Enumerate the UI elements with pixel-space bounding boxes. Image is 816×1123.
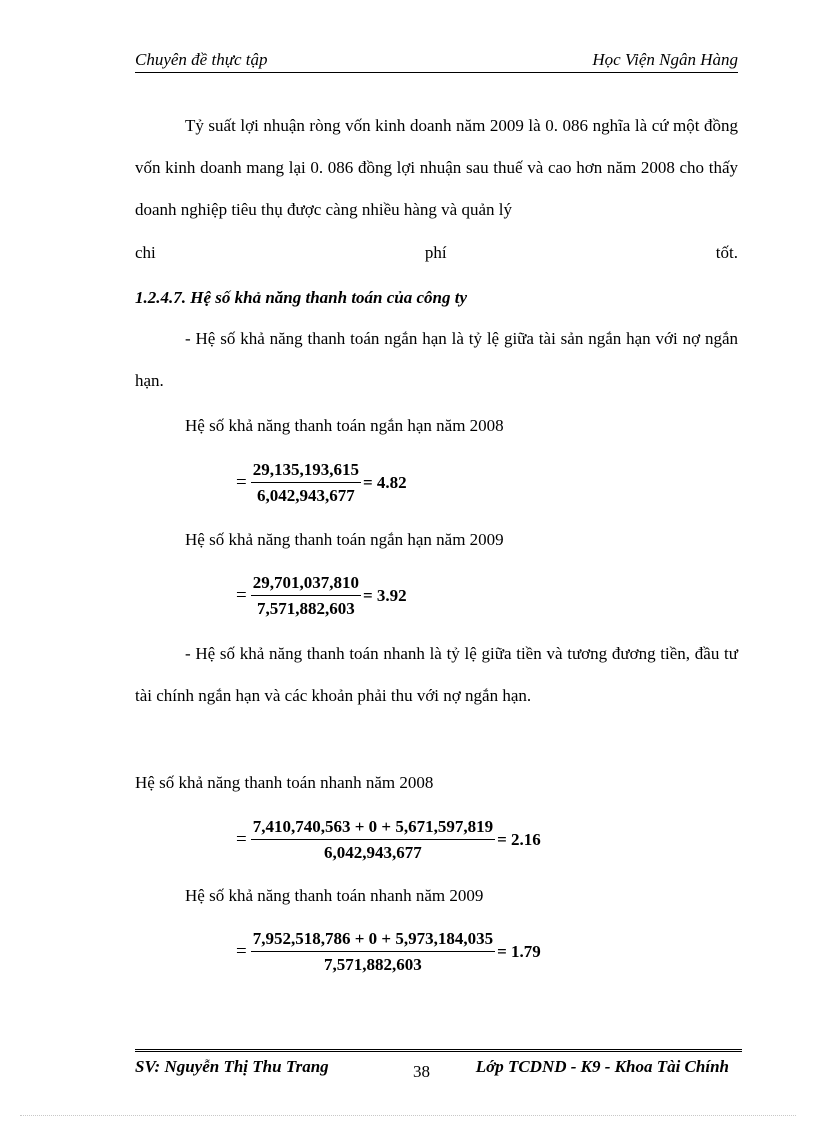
paragraph-current-ratio-definition: - Hệ số khả năng thanh toán ngắn hạn là tỷ lệ giữa tài sản ngắn hạn với nợ ngắn hạn.: [135, 329, 738, 390]
formula-result: = 2.16: [497, 830, 541, 849]
header-left-title: Chuyên đề thực tập: [135, 50, 268, 69]
fraction-numerator: 7,410,740,563 + 0 + 5,671,597,819: [251, 817, 495, 840]
label-quick-ratio-2008: Hệ số khả năng thanh toán nhanh năm 2008: [135, 773, 434, 792]
fraction: [251, 817, 495, 863]
footer-class-name: Lớp TCDND - K9 - Khoa Tài Chính: [475, 1057, 729, 1076]
header-right-title: Học Viện Ngân Hàng: [592, 50, 738, 69]
fraction-denominator: 7,571,882,603: [324, 955, 422, 974]
paragraph-profit-ratio-last-line: [135, 243, 738, 263]
formula-current-ratio-2009: [236, 573, 407, 619]
fraction-denominator: 6,042,943,677: [324, 843, 422, 862]
label-quick-ratio-2009: Hệ số khả năng thanh toán nhanh năm 2009: [185, 886, 484, 905]
formula-result: = 4.82: [362, 473, 407, 492]
formula-quick-ratio-2008: [236, 817, 541, 863]
fraction-numerator: 7,952,518,786 + 0 + 5,973,184,035: [251, 929, 495, 952]
equals-sign: =: [236, 829, 247, 850]
section-heading: 1.2.4.7. Hệ số khả năng thanh toán của công ty: [135, 288, 468, 307]
fraction: [251, 929, 495, 975]
fraction-numerator: 29,701,037,810: [251, 573, 361, 596]
fraction-numerator: 29,135,193,615: [251, 460, 361, 483]
page-bottom-divider: [20, 1115, 796, 1116]
formula-quick-ratio-2009: [236, 929, 541, 975]
formula-result: = 3.92: [362, 586, 407, 605]
page-header: [135, 50, 738, 73]
page-footer: [135, 1049, 742, 1082]
equals-sign: =: [236, 585, 247, 606]
fraction-denominator: 7,571,882,603: [256, 599, 355, 618]
formula-current-ratio-2008: [236, 460, 407, 506]
paragraph-profit-ratio: Tỷ suất lợi nhuận ròng vốn kinh doanh năm 2009 là 0. 086 nghĩa là cứ một đồng vốn kinh doanh mang lại 0. 086 đồng lợi nhuận sau thuế và cao hơn năm 2008 cho thấy doanh nghiệp tiêu thụ được càng nhiều hàng và quản lý: [135, 116, 738, 219]
word-phi: phí: [424, 243, 447, 262]
word-tot: tốt.: [715, 243, 738, 262]
equals-sign: =: [236, 472, 247, 493]
label-current-ratio-2009: Hệ số khả năng thanh toán ngắn hạn năm 2009: [185, 530, 504, 549]
fraction-denominator: 6,042,943,677: [256, 486, 355, 505]
word-chi: chi: [135, 243, 156, 262]
formula-result: = 1.79: [497, 942, 541, 961]
footer-student-name: SV: Nguyễn Thị Thu Trang: [135, 1057, 329, 1076]
equals-sign: =: [236, 941, 247, 962]
fraction: [251, 460, 361, 506]
label-current-ratio-2008: Hệ số khả năng thanh toán ngắn hạn năm 2008: [185, 416, 504, 435]
page-number: 38: [413, 1062, 430, 1081]
fraction: [251, 573, 361, 619]
paragraph-quick-ratio-definition: - Hệ số khả năng thanh toán nhanh là tỷ lệ giữa tiền và tương đương tiền, đầu tư tài chính ngắn hạn và các khoản phải thu với nợ ngắn hạn.: [135, 644, 738, 705]
